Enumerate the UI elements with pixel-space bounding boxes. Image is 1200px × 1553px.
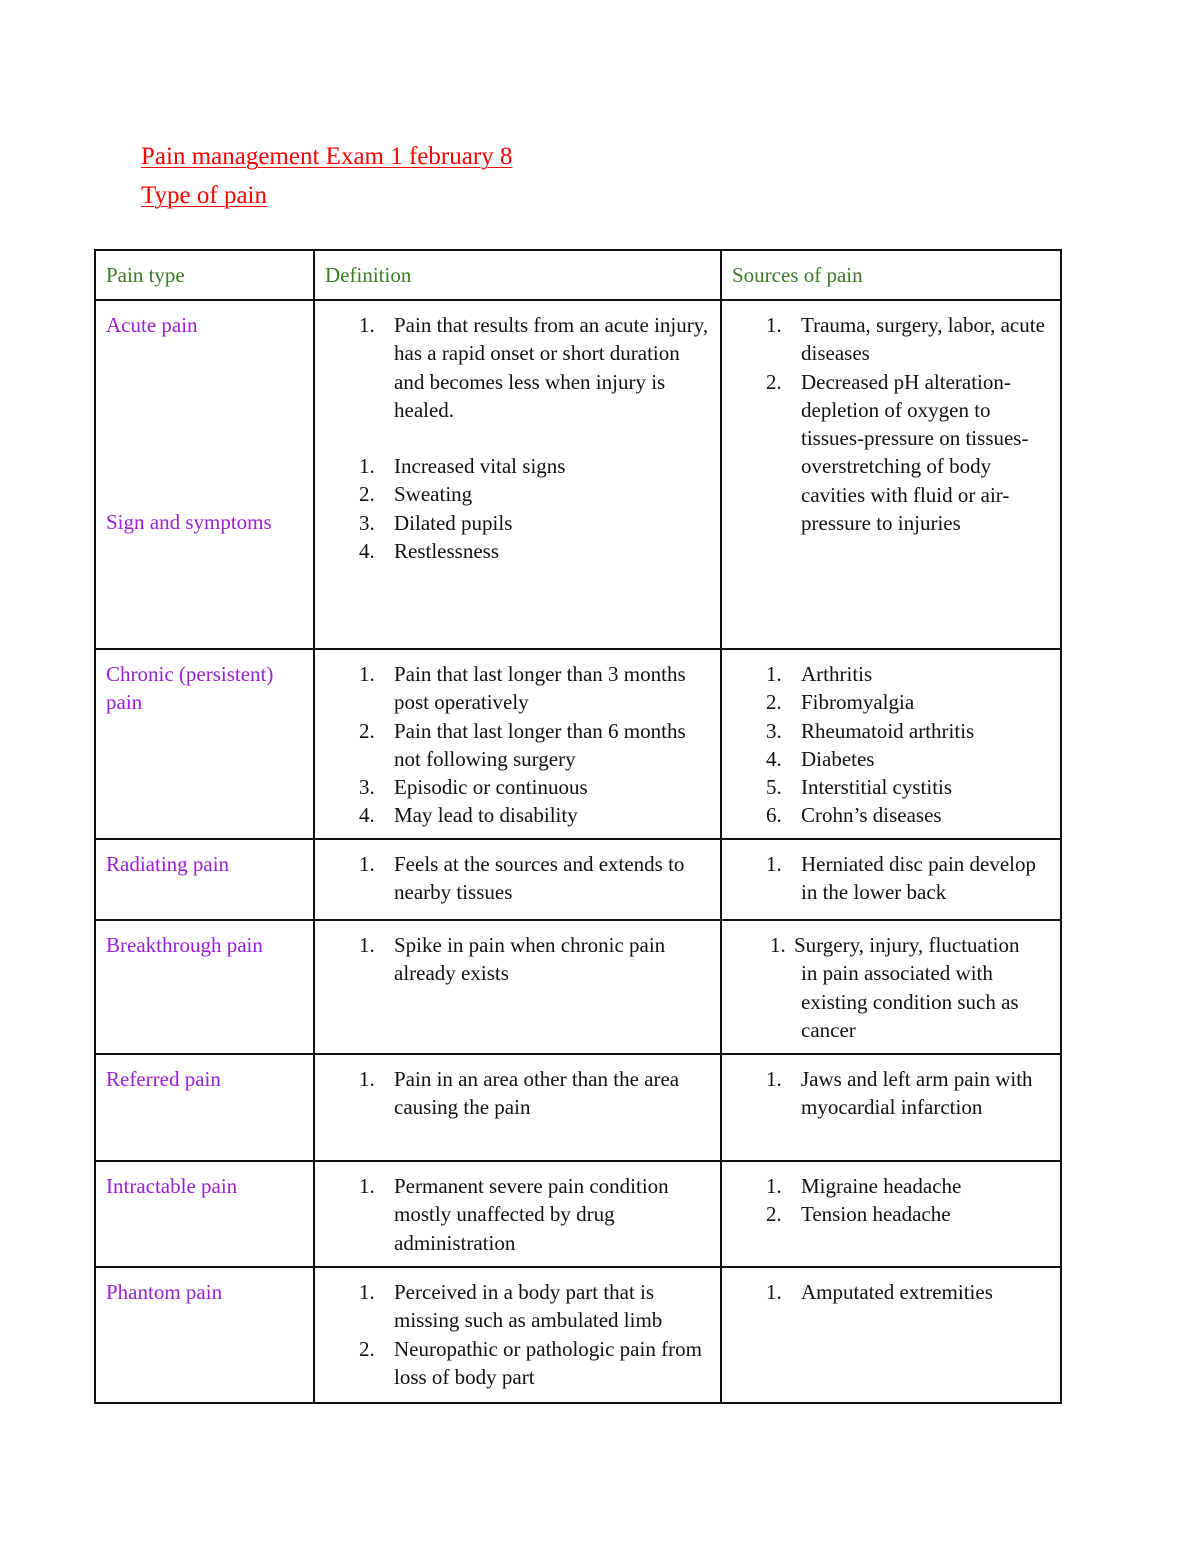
cell-definition <box>314 839 721 920</box>
cell-sources <box>721 839 1061 920</box>
cell-sources <box>721 649 1061 839</box>
cell-pain-type <box>95 920 314 1054</box>
cell-sources <box>721 1054 1061 1161</box>
list-item: 4. Diabetes <box>766 746 875 771</box>
definition-list <box>325 311 710 424</box>
cell-sources <box>721 1267 1061 1403</box>
cell-pain-type <box>95 839 314 920</box>
list-item: 3. Dilated pupils <box>359 510 513 535</box>
table-row <box>95 920 1061 1054</box>
header-definition: Definition <box>314 250 721 300</box>
cell-definition <box>314 920 721 1054</box>
cell-sources <box>721 920 1061 1054</box>
list-item: 1. Arthritis <box>766 662 873 686</box>
list-item-text: Decreased pH alteration-depletion of oxygen to tissues-pressure on tissues-overstretching of body cavities with fluid or air-pressure to injuries <box>801 369 1029 536</box>
list-item: 1. Permanent severe pain condition mostly unaffected by drug administration <box>359 1174 669 1255</box>
definition-list <box>325 660 710 830</box>
list-item-text: Trauma, surgery, labor, acute diseases <box>801 313 1045 366</box>
sources-list <box>732 660 1050 830</box>
sources-list: 1. Surgery, injury, fluctuation in pain associated with existing condition such as cancer <box>732 931 1050 1044</box>
list-item-text: Arthritis <box>801 662 873 686</box>
pain-type-label: Chronic (persistent) pain <box>106 662 274 715</box>
page-title: Pain management Exam 1 february 8 <box>141 143 513 170</box>
pain-type-label: Intractable pain <box>106 1174 238 1198</box>
list-item-text: Tension headache <box>801 1202 951 1227</box>
list-item: 1. Trauma, surgery, labor, acute diseases <box>766 313 1045 366</box>
list-item-text: Restlessness <box>394 539 499 564</box>
list-item-text: Pain that last longer than 6 months not following surgery <box>394 718 686 771</box>
list-item-text: Neuropathic or pathologic pain from loss of body part <box>394 1336 702 1389</box>
list-item: 1. Pain that results from an acute injury, has a rapid onset or short duration and becomes less when injury is healed. <box>359 313 709 422</box>
table-row <box>95 839 1061 920</box>
list-item: 1. Jaws and left arm pain with myocardial infarction <box>766 1067 1033 1120</box>
list-item-text: in pain associated with existing condition such as cancer <box>801 961 1019 1042</box>
table-header-row <box>95 250 1061 300</box>
list-item: 1. Herniated disc pain develop in the lower back <box>766 852 1036 905</box>
list-item-text: Episodic or continuous <box>394 775 588 800</box>
definition-list <box>325 850 710 907</box>
list-item-text: Pain that results from an acute injury, has a rapid onset or short duration and becomes less when injury is healed. <box>394 313 709 422</box>
table-row <box>95 1267 1061 1403</box>
list-item-text: Rheumatoid arthritis <box>801 718 975 743</box>
list-item-text: Jaws and left arm pain with myocardial infarction <box>801 1067 1033 1120</box>
cell-definition <box>314 300 721 649</box>
list-item: 2. Neuropathic or pathologic pain from loss of body part <box>359 1336 702 1389</box>
cell-pain-type <box>95 300 314 649</box>
list-item: 1. Migraine headache <box>766 1174 962 1198</box>
list-item: 2. Tension headache <box>766 1202 951 1227</box>
cell-pain-type <box>95 1054 314 1161</box>
list-item: 2. Decreased pH alteration-depletion of oxygen to tissues-pressure on tissues-overstretching of body cavities with fluid or air-pressure to injuries <box>766 369 1029 536</box>
cell-definition <box>314 1161 721 1267</box>
list-item-text: Diabetes <box>801 746 875 771</box>
cell-definition <box>314 649 721 839</box>
list-item: 1. Feels at the sources and extends to nearby tissues <box>359 852 685 905</box>
list-item-text: Increased vital signs <box>394 454 566 479</box>
list-item: 1. Perceived in a body part that is missing such as ambulated limb <box>359 1280 663 1333</box>
pain-type-label: Acute pain <box>106 313 198 337</box>
list-item: 1. Pain in an area other than the area causing the pain <box>359 1067 680 1120</box>
table-row <box>95 649 1061 839</box>
list-item: 4. May lead to disability <box>359 803 578 828</box>
list-item: 1. Pain that last longer than 3 months post operatively <box>359 662 686 715</box>
list-item-text: Spike in pain when chronic pain already exists <box>394 933 666 986</box>
list-item-text: Herniated disc pain develop in the lower back <box>801 852 1036 905</box>
cell-definition <box>314 1267 721 1403</box>
cell-sources <box>721 300 1061 649</box>
table-row <box>95 1161 1061 1267</box>
list-item: 3. Rheumatoid arthritis <box>766 718 975 743</box>
table-row <box>95 300 1061 649</box>
symptoms-list <box>325 452 710 565</box>
list-item-text: Fibromyalgia <box>801 690 915 715</box>
list-item-text: Surgery, injury, fluctuation <box>794 933 1020 957</box>
sources-list <box>732 1278 1050 1306</box>
list-item-text: Migraine headache <box>801 1174 962 1198</box>
list-item: 5. Interstitial cystitis <box>766 775 953 800</box>
definition-list <box>325 1065 710 1122</box>
table-row <box>95 1054 1061 1161</box>
pain-types-table <box>94 249 1062 1404</box>
list-item-text: Pain that last longer than 3 months post operatively <box>394 662 686 715</box>
cell-pain-type <box>95 649 314 839</box>
cell-definition <box>314 1054 721 1161</box>
cell-pain-type <box>95 1161 314 1267</box>
list-item-text: Interstitial cystitis <box>801 775 953 800</box>
list-item: 2. Fibromyalgia <box>766 690 915 715</box>
list-item: 1. Increased vital signs <box>359 454 566 479</box>
sources-list <box>732 311 1050 537</box>
list-item: 2. Sweating <box>359 482 473 507</box>
list-item: 6. Crohn’s diseases <box>766 803 942 828</box>
pain-type-label: Referred pain <box>106 1067 221 1091</box>
list-item-text: Feels at the sources and extends to nearby tissues <box>394 852 685 905</box>
list-item-text: Sweating <box>394 482 473 507</box>
header-sources: Sources of pain <box>721 250 1061 300</box>
header-pain-type: Pain type <box>95 250 314 300</box>
definition-list <box>325 1172 710 1257</box>
pain-type-label: Phantom pain <box>106 1280 223 1304</box>
pain-type-label: Radiating pain <box>106 852 230 876</box>
cell-sources <box>721 1161 1061 1267</box>
cell-pain-type <box>95 1267 314 1403</box>
sources-list <box>732 1065 1050 1122</box>
list-item-text: Dilated pupils <box>394 510 513 535</box>
list-item: 4. Restlessness <box>359 539 499 564</box>
list-item-text: Crohn’s diseases <box>801 803 942 828</box>
sources-list <box>732 1172 1050 1229</box>
list-item: 1. Spike in pain when chronic pain already exists <box>359 933 666 986</box>
list-item: 3. Episodic or continuous <box>359 775 588 800</box>
list-item-text: Permanent severe pain condition mostly unaffected by drug administration <box>394 1174 669 1255</box>
list-item: 1. Amputated extremities <box>766 1280 993 1304</box>
list-item-text: Amputated extremities <box>801 1280 993 1304</box>
page-subtitle: Type of pain <box>141 182 267 209</box>
sources-list <box>732 850 1050 907</box>
list-item-text: Pain in an area other than the area causing the pain <box>394 1067 680 1120</box>
definition-list <box>325 931 710 988</box>
signs-symptoms-label: Sign and symptoms <box>106 510 272 535</box>
list-item: 2. Pain that last longer than 6 months not following surgery <box>359 718 686 771</box>
list-item-text: May lead to disability <box>394 803 578 828</box>
definition-list <box>325 1278 710 1391</box>
pain-type-label: Breakthrough pain <box>106 933 263 957</box>
list-item-text: Perceived in a body part that is missing such as ambulated limb <box>394 1280 663 1333</box>
